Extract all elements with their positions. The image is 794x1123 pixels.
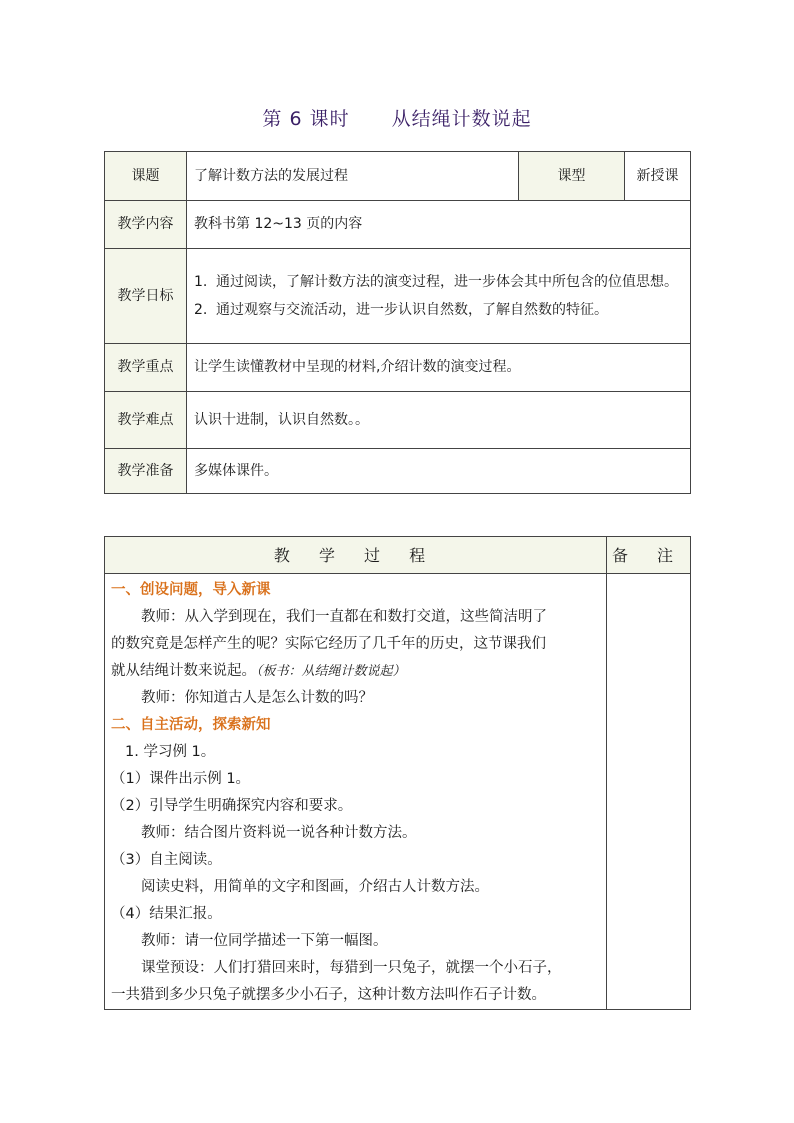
paragraph: 就从结绳计数来说起。（板书：从结绳计数说起） (111, 663, 406, 679)
section-heading: 一、创设问题，导入新课 (111, 582, 271, 598)
type-value: 新授课 (625, 152, 691, 201)
content-value: 教科书第 12~13 页的内容 (187, 201, 691, 249)
lesson-topic: 从结绳计数说起 (391, 108, 532, 130)
notes-cell (607, 574, 691, 1010)
paragraph: 的数究竟是怎样产生的呢？实际它经历了几千年的历史，这节课我们 (111, 636, 546, 652)
key-row (105, 344, 691, 392)
process-body-row (105, 574, 691, 1010)
content-row (105, 201, 691, 249)
difficulty-row (105, 392, 691, 449)
section-heading: 二、自主活动，探索新知 (111, 717, 271, 733)
step-item: （2）引导学生明确探究内容和要求。 (111, 798, 353, 814)
key-value: 让学生读懂教材中呈现的材料,介绍计数的演变过程。 (187, 344, 691, 392)
board-note: （板书：从结绳计数说起） (256, 664, 406, 679)
difficulty-label: 教学难点 (105, 392, 187, 449)
lesson-info-table (104, 151, 691, 494)
paragraph: 教师：请一位同学描述一下第一幅图。 (141, 933, 388, 949)
difficulty-value: 认识十进制，认识自然数。。 (187, 392, 691, 449)
paragraph: 阅读史料，用简单的文字和图画，介绍古人计数方法。 (141, 879, 489, 895)
goals-label: 教学日标 (105, 249, 187, 344)
topic-row (105, 152, 691, 201)
prep-value: 多媒体课件。 (187, 449, 691, 494)
goal-item: 1. 通过阅读，了解计数方法的演变过程，进一步体会其中所包含的位值思想。 (194, 274, 678, 290)
key-label: 教学重点 (105, 344, 187, 392)
topic-value: 了解计数方法的发展过程 (187, 152, 519, 201)
process-header: 教 学 过 程 (105, 537, 607, 574)
notes-header: 备 注 (607, 537, 691, 574)
prep-row (105, 449, 691, 494)
process-header-row (105, 537, 691, 574)
paragraph: 课堂预设：人们打猎回来时，每猎到一只兔子，就摆一个小石子， (141, 960, 562, 976)
goals-row (105, 249, 691, 344)
step-item: （3）自主阅读。 (111, 852, 222, 868)
paragraph: 一共猎到多少只兔子就摆多少小石子，这种计数方法叫作石子计数。 (111, 987, 546, 1003)
type-label: 课型 (519, 152, 625, 201)
teaching-process-table (104, 536, 691, 1010)
paragraph: 教师：从入学到现在，我们一直都在和数打交道，这些简洁明了 (141, 609, 547, 625)
prep-label: 教学准备 (105, 449, 187, 494)
paragraph: 教师：结合图片资料说一说各种计数方法。 (141, 825, 417, 841)
lesson-number: 第 6 课时 (262, 108, 350, 130)
paragraph: 教师：你知道古人是怎么计数的吗？ (141, 690, 373, 706)
content-label: 教学内容 (105, 201, 187, 249)
page-title (0, 104, 794, 131)
process-content (105, 574, 607, 1010)
goal-item: 2. 通过观察与交流活动，进一步认识自然数，了解自然数的特征。 (194, 302, 608, 318)
goals-list (187, 264, 690, 328)
goals-cell (187, 249, 691, 344)
step-item: （4）结果汇报。 (111, 906, 222, 922)
topic-label: 课题 (105, 152, 187, 201)
step-item: （1）课件出示例 1。 (111, 771, 251, 787)
step-heading: 1. 学习例 1。 (125, 744, 216, 760)
